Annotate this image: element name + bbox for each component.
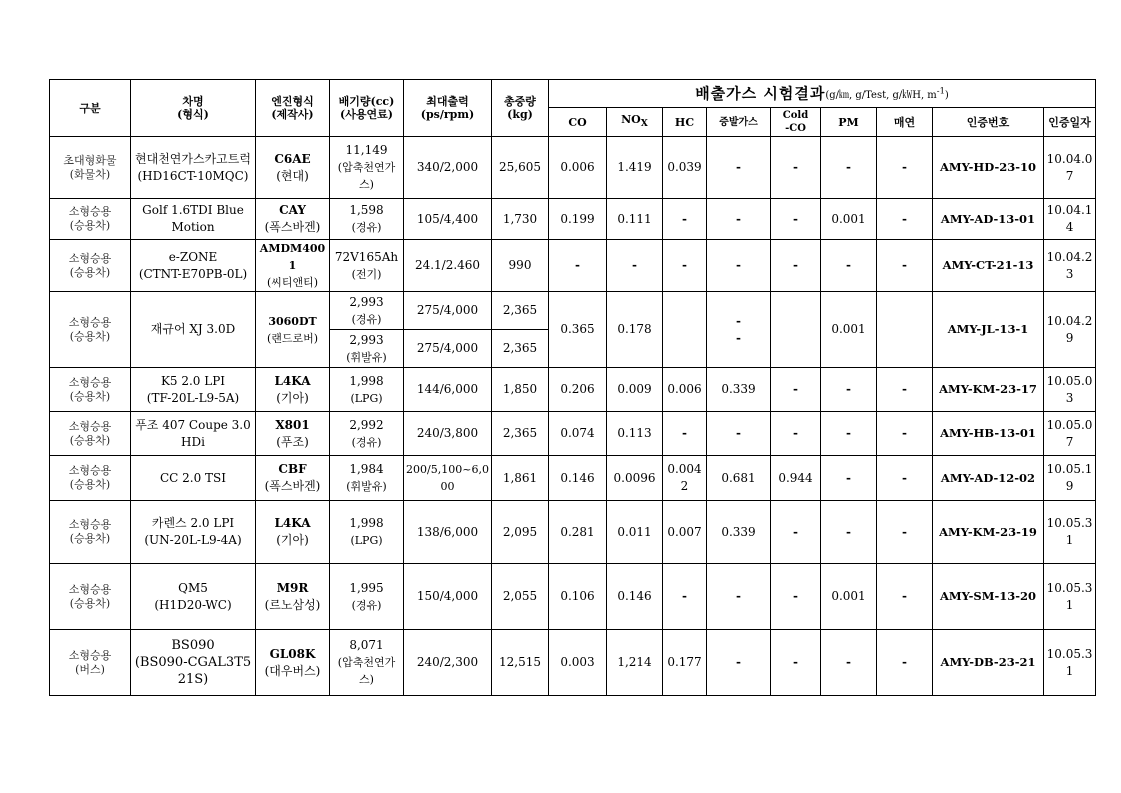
nox-value: 0.146 (607, 564, 663, 630)
engine-type: AMDM4001 (259, 242, 326, 272)
hc-value: - (663, 412, 707, 456)
header-maker: (제작사) (271, 108, 314, 121)
engine-maker: (푸조) (276, 434, 309, 449)
pm-value: 0.001 (821, 199, 877, 240)
table-row (50, 412, 1096, 456)
displacement-value: 1,998 (349, 516, 384, 530)
model-code: (BS090-CGAL3T521S) (134, 655, 252, 687)
row-displacement (330, 137, 404, 199)
header-evap: 증발가스 (719, 116, 758, 128)
gross-weight: 2,365 (492, 412, 549, 456)
row-category (50, 501, 131, 564)
row-engine (256, 501, 330, 564)
engine-maker: (폭스바겐) (264, 479, 321, 493)
category-sub: (승용차) (69, 219, 111, 232)
gross-weight: 12,515 (492, 630, 549, 696)
gross-weight: 25,605 (492, 137, 549, 199)
displacement-value: 1,984 (349, 462, 384, 476)
hc-value: - (663, 564, 707, 630)
model-code: (H1D20-WC) (154, 597, 232, 612)
emission-units-superscript: -1 (936, 85, 945, 96)
smoke-value: - (877, 501, 933, 564)
evap-value (707, 292, 771, 368)
engine-maker: (대우버스) (264, 663, 321, 678)
cert-date: 10.04.23 (1044, 240, 1096, 292)
row-category (50, 630, 131, 696)
pm-value: - (821, 630, 877, 696)
displacement-value: 72V165Ah (334, 249, 399, 264)
engine-type: GL08K (269, 646, 316, 661)
gross-weight: 2,095 (492, 501, 549, 564)
gross-weight: 1,861 (492, 456, 549, 501)
header-hc: HC (674, 115, 695, 129)
engine-maker: (기아) (276, 390, 309, 405)
pm-value: 0.001 (821, 564, 877, 630)
evap-value-b: - (736, 330, 741, 345)
model-name: K5 2.0 LPI (160, 373, 226, 388)
engine-maker: (르노삼성) (264, 597, 321, 612)
model-name: 현대천연가스카고트럭 (135, 151, 251, 166)
nox-value: 0.178 (607, 292, 663, 368)
engine-type: L4KA (274, 516, 311, 530)
fuel-type: (경유) (351, 598, 382, 612)
col-header-cold-co (771, 108, 821, 137)
cold-co-value: - (771, 564, 821, 630)
nox-value: 0.011 (607, 501, 663, 564)
row-displacement (330, 630, 404, 696)
table-row (50, 456, 1096, 501)
row-displacement (330, 292, 404, 330)
smoke-value: - (877, 630, 933, 696)
cold-co-value: - (771, 137, 821, 199)
displacement-value: 1,598 (349, 203, 384, 217)
col-header-hc (663, 108, 707, 137)
model-name: Golf 1.6TDI Blue (142, 203, 244, 217)
evap-value: - (707, 199, 771, 240)
row-category (50, 137, 131, 199)
header-cert-no: 인증번호 (966, 115, 1010, 129)
cold-co-value: - (771, 199, 821, 240)
row-displacement-b (330, 330, 404, 368)
row-category (50, 292, 131, 368)
emission-units-text: (g/㎞, g/Test, g/㎾H, m (825, 90, 937, 102)
cert-number: AMY-AD-13-01 (933, 199, 1044, 240)
header-category-label: 구분 (79, 101, 101, 115)
cert-date: 10.05.31 (1044, 630, 1096, 696)
cert-number: AMY-JL-13-1 (933, 292, 1044, 368)
row-displacement (330, 412, 404, 456)
row-model (131, 137, 256, 199)
smoke-value: - (877, 456, 933, 501)
engine-maker: (기아) (276, 533, 309, 547)
header-model-type: (형식) (177, 108, 209, 121)
fuel-type: (경유) (351, 435, 382, 449)
table-row (50, 501, 1096, 564)
gross-weight: 2,055 (492, 564, 549, 630)
model-name: QM5 (178, 580, 208, 595)
hc-value: - (663, 199, 707, 240)
row-model (131, 630, 256, 696)
cold-co-value: - (771, 501, 821, 564)
evap-value-a: - (736, 313, 741, 328)
gross-weight: 990 (492, 240, 549, 292)
header-cold-co-2: -CO (785, 123, 806, 134)
co-value: 0.074 (549, 412, 607, 456)
cert-number: AMY-SM-13-20 (933, 564, 1044, 630)
displacement-value: 1,995 (349, 580, 384, 595)
co-value: - (549, 240, 607, 292)
smoke-value (877, 292, 933, 368)
row-engine (256, 292, 330, 368)
engine-type: 3060DT (268, 314, 317, 328)
row-engine (256, 564, 330, 630)
displacement-value: 1,998 (349, 373, 384, 388)
table-row (50, 564, 1096, 630)
row-engine (256, 199, 330, 240)
emission-results-table (49, 79, 1096, 696)
col-header-cert-no (933, 108, 1044, 137)
category-main: 소형승용 (68, 648, 112, 662)
row-category (50, 368, 131, 412)
category-main: 소형승용 (68, 518, 112, 531)
category-main: 소형승용 (68, 315, 112, 329)
cold-co-value (771, 292, 821, 368)
category-sub: (승용차) (69, 389, 111, 403)
max-output-b: 275/4,000 (404, 330, 492, 368)
header-co: CO (568, 115, 587, 129)
cold-co-value: - (771, 240, 821, 292)
smoke-value: - (877, 412, 933, 456)
col-header-co (549, 108, 607, 137)
fuel-type: (전기) (351, 267, 382, 281)
model-code: (HD16CT-10MQC) (137, 168, 249, 183)
max-output: 340/2,000 (404, 137, 492, 199)
row-engine (256, 137, 330, 199)
evap-value: - (707, 412, 771, 456)
category-main: 초대형화물 (63, 153, 117, 167)
emission-units (825, 85, 949, 102)
row-category (50, 456, 131, 501)
model-name: 푸조 407 Coupe 3.0 (135, 417, 251, 432)
displacement-value: 8,071 (349, 638, 384, 652)
max-output: 240/2,300 (404, 630, 492, 696)
evap-value: 0.681 (707, 456, 771, 501)
smoke-value: - (877, 137, 933, 199)
category-sub: (승용차) (69, 433, 111, 447)
category-main: 소형승용 (68, 251, 112, 265)
smoke-value: - (877, 240, 933, 292)
displacement-value: 2,993 (349, 294, 384, 309)
hc-value: 0.0042 (663, 456, 707, 501)
row-model: 재규어 XJ 3.0D (131, 292, 256, 368)
col-header-cert-date (1044, 108, 1096, 137)
max-output: 200/5,100~6,000 (404, 456, 492, 501)
fuel-type: (압축천연가스) (337, 656, 396, 686)
pm-value: - (821, 412, 877, 456)
model-name: BS090 (171, 638, 215, 653)
col-header-nox (607, 108, 663, 137)
row-displacement (330, 199, 404, 240)
category-sub: (승용차) (69, 329, 111, 343)
row-displacement (330, 368, 404, 412)
header-pm: PM (838, 115, 859, 129)
table-row (50, 368, 1096, 412)
table-row (50, 240, 1096, 292)
row-displacement (330, 456, 404, 501)
gross-weight: 1,850 (492, 368, 549, 412)
nox-value: 0.009 (607, 368, 663, 412)
model-code: HDi (181, 434, 205, 449)
col-header-category (50, 80, 131, 137)
model-code: (CTNT-E70PB-0L) (138, 266, 248, 281)
category-sub: (화물차) (69, 167, 111, 181)
fuel-type-b: (휘발유) (346, 350, 387, 364)
co-value: 0.365 (549, 292, 607, 368)
row-category (50, 412, 131, 456)
category-main: 소형승용 (68, 419, 112, 433)
engine-maker: (현대) (276, 168, 309, 183)
cold-co-value: - (771, 412, 821, 456)
hc-value (663, 292, 707, 368)
table-row (50, 630, 1096, 696)
co-value: 0.146 (549, 456, 607, 501)
row-engine (256, 368, 330, 412)
nox-value: 0.113 (607, 412, 663, 456)
cert-number: AMY-HD-23-10 (933, 137, 1044, 199)
engine-type: CAY (279, 203, 306, 217)
engine-type: L4KA (274, 373, 311, 388)
model-code: Motion (171, 220, 215, 234)
row-model (131, 564, 256, 630)
header-smoke: 매연 (893, 115, 916, 129)
header-engine-type: 엔진형식 (271, 95, 314, 108)
co-value: 0.003 (549, 630, 607, 696)
max-output: 150/4,000 (404, 564, 492, 630)
engine-type: M9R (276, 580, 309, 595)
emission-units-close: ) (944, 90, 949, 102)
co-value: 0.281 (549, 501, 607, 564)
evap-value: 0.339 (707, 501, 771, 564)
max-output: 240/3,800 (404, 412, 492, 456)
header-max-output-unit: (ps/rpm) (420, 108, 475, 121)
nox-value: - (607, 240, 663, 292)
cert-number: AMY-DB-23-21 (933, 630, 1044, 696)
row-category (50, 240, 131, 292)
displacement-value: 2,992 (349, 417, 384, 432)
nox-value: 1.419 (607, 137, 663, 199)
table-row (50, 292, 1096, 330)
cold-co-value: - (771, 630, 821, 696)
row-model (131, 368, 256, 412)
cert-date: 10.05.31 (1044, 501, 1096, 564)
col-header-pm (821, 108, 877, 137)
category-sub: (승용차) (69, 532, 111, 545)
row-model: CC 2.0 TSI (131, 456, 256, 501)
header-gross-weight: 총중량 (504, 95, 536, 108)
co-value: 0.199 (549, 199, 607, 240)
col-header-max-output (404, 80, 492, 137)
fuel-type: (경유) (351, 221, 382, 234)
header-model-name: 차명 (182, 95, 204, 108)
row-engine (256, 412, 330, 456)
fuel-type: (LPG) (350, 391, 383, 405)
cert-date: 10.04.29 (1044, 292, 1096, 368)
col-header-displacement (330, 80, 404, 137)
header-cert-date: 인증일자 (1048, 115, 1091, 129)
nox-value: 0.111 (607, 199, 663, 240)
cert-date: 10.05.03 (1044, 368, 1096, 412)
fuel-type: (휘발유) (346, 480, 387, 493)
table-row (50, 199, 1096, 240)
co-value: 0.106 (549, 564, 607, 630)
nox-value: 0.0096 (607, 456, 663, 501)
header-max-output: 최대출력 (426, 95, 469, 108)
col-header-gross-weight (492, 80, 549, 137)
model-name: e-ZONE (168, 249, 218, 264)
cert-date: 10.05.19 (1044, 456, 1096, 501)
category-sub: (승용차) (69, 265, 111, 279)
fuel-type: (경유) (351, 312, 382, 326)
pm-value: 0.001 (821, 292, 877, 368)
header-gross-weight-unit: (kg) (507, 108, 533, 121)
row-model (131, 412, 256, 456)
gross-weight: 2,365 (492, 292, 549, 330)
smoke-value: - (877, 564, 933, 630)
row-displacement (330, 564, 404, 630)
co-value: 0.006 (549, 137, 607, 199)
col-header-model (131, 80, 256, 137)
gross-weight: 1,730 (492, 199, 549, 240)
row-category (50, 199, 131, 240)
displacement-value: 11,149 (345, 143, 388, 157)
engine-maker: (랜드로버) (266, 331, 319, 345)
col-header-engine (256, 80, 330, 137)
header-nox-sub: X (640, 118, 648, 130)
header-fuel: (사용연료) (340, 108, 393, 121)
hc-value: 0.039 (663, 137, 707, 199)
engine-maker: (폭스바겐) (264, 220, 321, 234)
hc-value: 0.006 (663, 368, 707, 412)
nox-value: 1,214 (607, 630, 663, 696)
col-header-smoke (877, 108, 933, 137)
hc-value: 0.007 (663, 501, 707, 564)
row-model (131, 199, 256, 240)
category-main: 소형승용 (68, 375, 112, 389)
engine-type: CBF (278, 462, 307, 476)
cert-number: AMY-KM-23-19 (933, 501, 1044, 564)
cold-co-value: - (771, 368, 821, 412)
co-value: 0.206 (549, 368, 607, 412)
row-model (131, 240, 256, 292)
fuel-type: (압축천연가스) (337, 161, 396, 191)
cert-date: 10.05.31 (1044, 564, 1096, 630)
category-main: 소형승용 (68, 205, 112, 218)
row-engine (256, 630, 330, 696)
cold-co-value: 0.944 (771, 456, 821, 501)
emission-results-title (549, 80, 1096, 108)
col-header-evap (707, 108, 771, 137)
header-displacement: 배기량(cc) (338, 95, 395, 108)
evap-value: 0.339 (707, 368, 771, 412)
pm-value: - (821, 137, 877, 199)
row-engine (256, 456, 330, 501)
category-main: 소형승용 (68, 464, 112, 477)
category-sub: (승용차) (69, 478, 111, 491)
hc-value: - (663, 240, 707, 292)
cert-number: AMY-CT-21-13 (933, 240, 1044, 292)
model-name: 카렌스 2.0 LPI (151, 516, 235, 530)
table-row (50, 137, 1096, 199)
pm-value: - (821, 456, 877, 501)
row-model (131, 501, 256, 564)
header-nox: NO (621, 113, 641, 127)
category-main: 소형승용 (68, 582, 112, 596)
row-category (50, 564, 131, 630)
row-displacement (330, 501, 404, 564)
engine-type: C6AE (274, 151, 311, 166)
row-displacement (330, 240, 404, 292)
smoke-value: - (877, 368, 933, 412)
model-code: (UN-20L-L9-4A) (144, 533, 242, 547)
emission-title-text: 배출가스 시험결과 (695, 84, 826, 103)
evap-value: - (707, 564, 771, 630)
displacement-value-b: 2,993 (349, 332, 384, 347)
model-code: (TF-20L-L9-5A) (146, 390, 240, 405)
cert-date: 10.05.07 (1044, 412, 1096, 456)
smoke-value: - (877, 199, 933, 240)
engine-type: X801 (275, 417, 310, 432)
cert-date: 10.04.07 (1044, 137, 1096, 199)
gross-weight-b: 2,365 (492, 330, 549, 368)
cert-number: AMY-HB-13-01 (933, 412, 1044, 456)
cert-number: AMY-AD-12-02 (933, 456, 1044, 501)
pm-value: - (821, 368, 877, 412)
cert-date: 10.04.14 (1044, 199, 1096, 240)
category-sub: (버스) (75, 662, 105, 676)
row-engine (256, 240, 330, 292)
hc-value: 0.177 (663, 630, 707, 696)
evap-value: - (707, 630, 771, 696)
pm-value: - (821, 240, 877, 292)
max-output: 138/6,000 (404, 501, 492, 564)
category-sub: (승용차) (69, 596, 111, 610)
evap-value: - (707, 240, 771, 292)
header-cold-co-1: Cold (782, 110, 809, 121)
cert-number: AMY-KM-23-17 (933, 368, 1044, 412)
max-output: 275/4,000 (404, 292, 492, 330)
max-output: 144/6,000 (404, 368, 492, 412)
engine-maker: (씨티앤티) (266, 276, 319, 289)
max-output: 105/4,400 (404, 199, 492, 240)
evap-value: - (707, 137, 771, 199)
max-output: 24.1/2.460 (404, 240, 492, 292)
fuel-type: (LPG) (350, 534, 383, 547)
pm-value: - (821, 501, 877, 564)
